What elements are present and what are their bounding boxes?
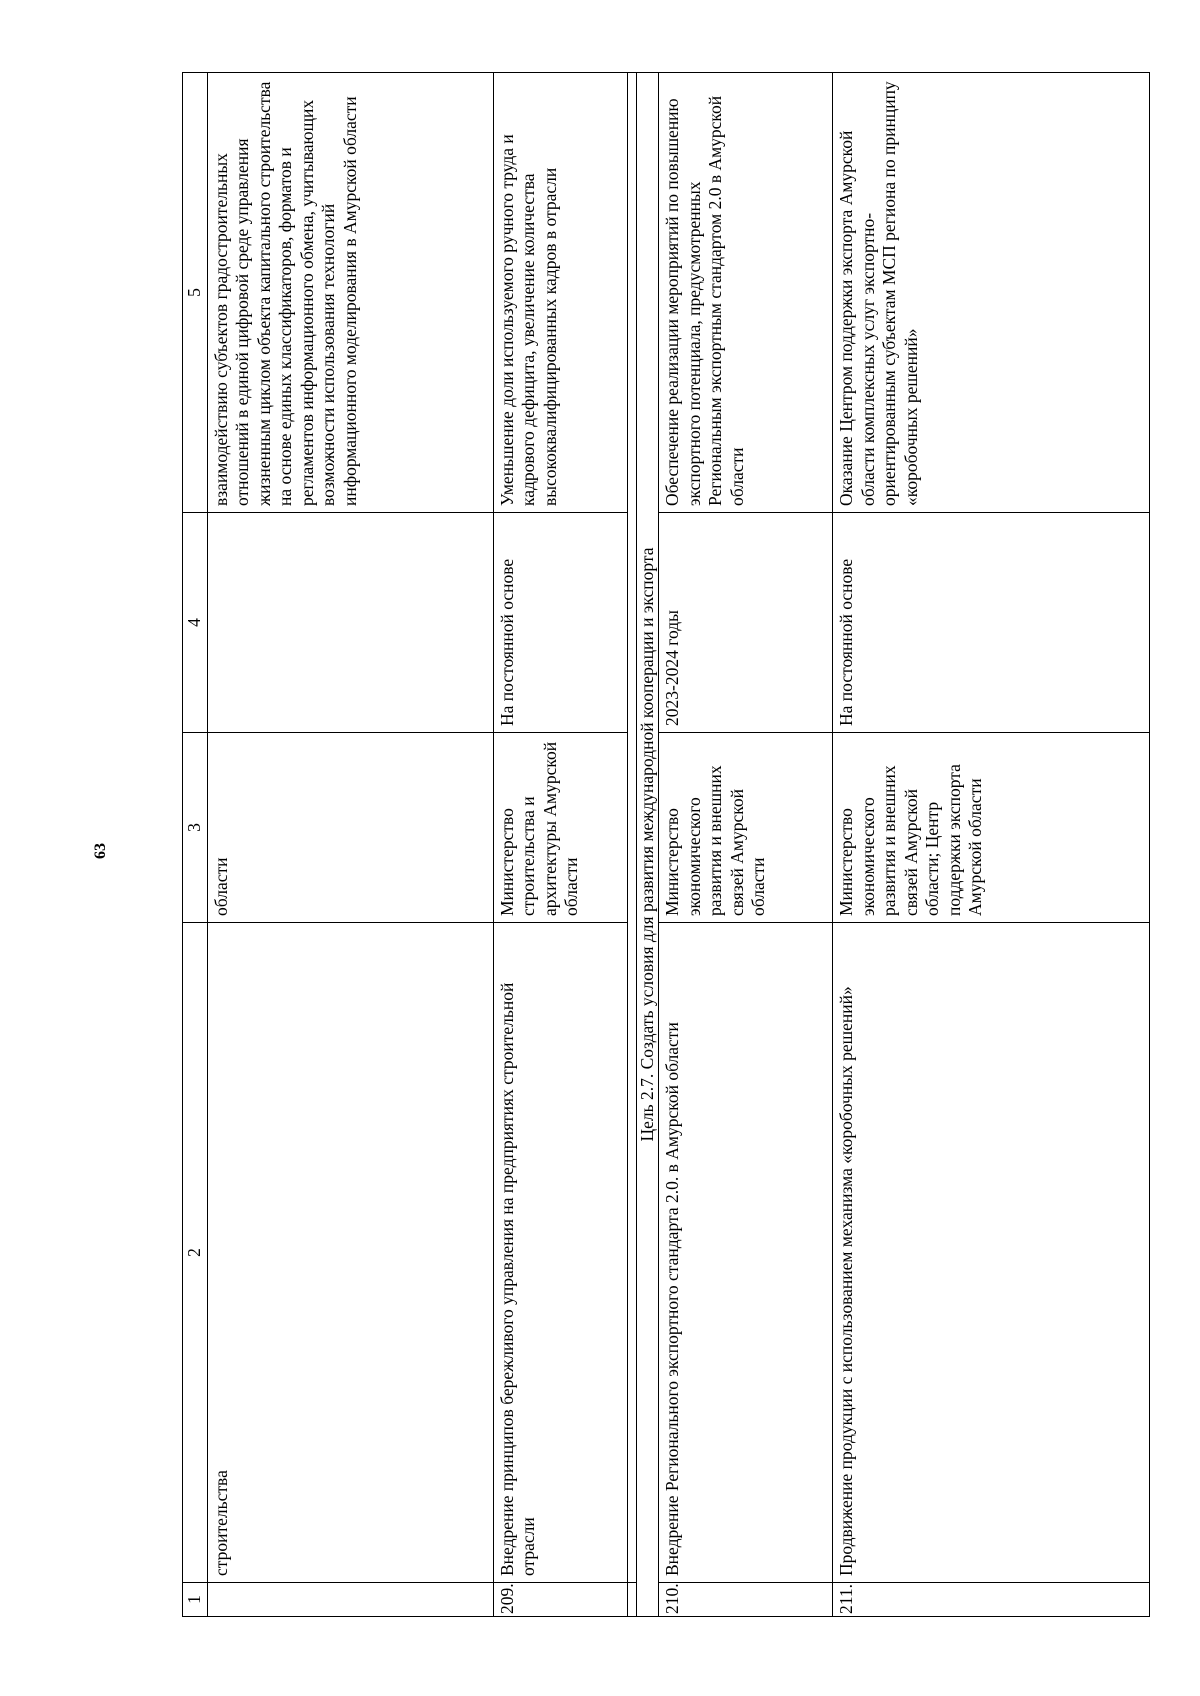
spacer-row <box>627 73 636 1617</box>
rotated-table-container <box>182 73 1150 1617</box>
cell-result: Уменьшение доли используемого ручного труда и кадрового дефицита, увеличение количества высококвалифицированных кадров в отрасли <box>493 73 627 513</box>
header-col-2: 2 <box>183 923 208 1583</box>
page-number: 63 <box>92 843 109 859</box>
table-row-continued <box>207 73 493 1617</box>
cell-term: 2023-2024 годы <box>659 513 833 733</box>
cell-measure: строительства <box>207 923 493 1583</box>
section-title: Цель 2.7. Создать условия для развития международной кооперации и экспорта <box>636 73 659 1617</box>
header-col-4: 4 <box>183 513 208 733</box>
cell-number: 209. <box>493 1583 627 1617</box>
cell-result: Оказание Центром поддержки экспорта Амурской области комплексных услуг экспортно-ориентированным субъектам МСП региона по принципу «коробочных решений» <box>833 73 1150 513</box>
cell-term: На постоянной основе <box>833 513 1150 733</box>
cell-number: 211. <box>833 1583 1150 1617</box>
spacer-cell <box>627 73 636 1583</box>
table-row-209 <box>493 73 627 1617</box>
cell-executor: Министерство экономического развития и внешних связей Амурской области; Центр поддержки экспорта Амурской области <box>833 733 1150 923</box>
cell-executor: Министерство строительства и архитектуры Амурской области <box>493 733 627 923</box>
table-row-210 <box>659 73 833 1617</box>
header-col-3: 3 <box>183 733 208 923</box>
table-row-211 <box>833 73 1150 1617</box>
cell-measure: Внедрение принципов бережливого управления на предприятиях строительной отрасли <box>493 923 627 1583</box>
cell-number <box>207 1583 493 1617</box>
spacer-cell <box>627 1583 636 1617</box>
section-row <box>636 73 659 1617</box>
cell-measure: Продвижение продукции с использованием механизма «коробочных решений» <box>833 923 1150 1583</box>
header-col-1: 1 <box>183 1583 208 1617</box>
measures-table <box>182 72 1150 1617</box>
cell-executor: Министерство экономического развития и внешних связей Амурской области <box>659 733 833 923</box>
cell-result: Обеспечение реализации мероприятий по повышению экспортного потенциала, предусмотренных Региональным экспортным стандартом 2.0 в Амурской области <box>659 73 833 513</box>
cell-term <box>207 513 493 733</box>
cell-result: взаимодействию субъектов градостроительных отношений в единой цифровой среде управления жизненным циклом объекта капитального строительства на основе единых классификаторов, форматов и регламентов информационного обмена, учитывающих возможности использования технологий информационного моделирования в Амурской области <box>207 73 493 513</box>
cell-executor: области <box>207 733 493 923</box>
cell-number: 210. <box>659 1583 833 1617</box>
header-col-5: 5 <box>183 73 208 513</box>
header-row <box>183 73 208 1617</box>
cell-measure: Внедрение Регионального экспортного стандарта 2.0. в Амурской области <box>659 923 833 1583</box>
cell-term: На постоянной основе <box>493 513 627 733</box>
